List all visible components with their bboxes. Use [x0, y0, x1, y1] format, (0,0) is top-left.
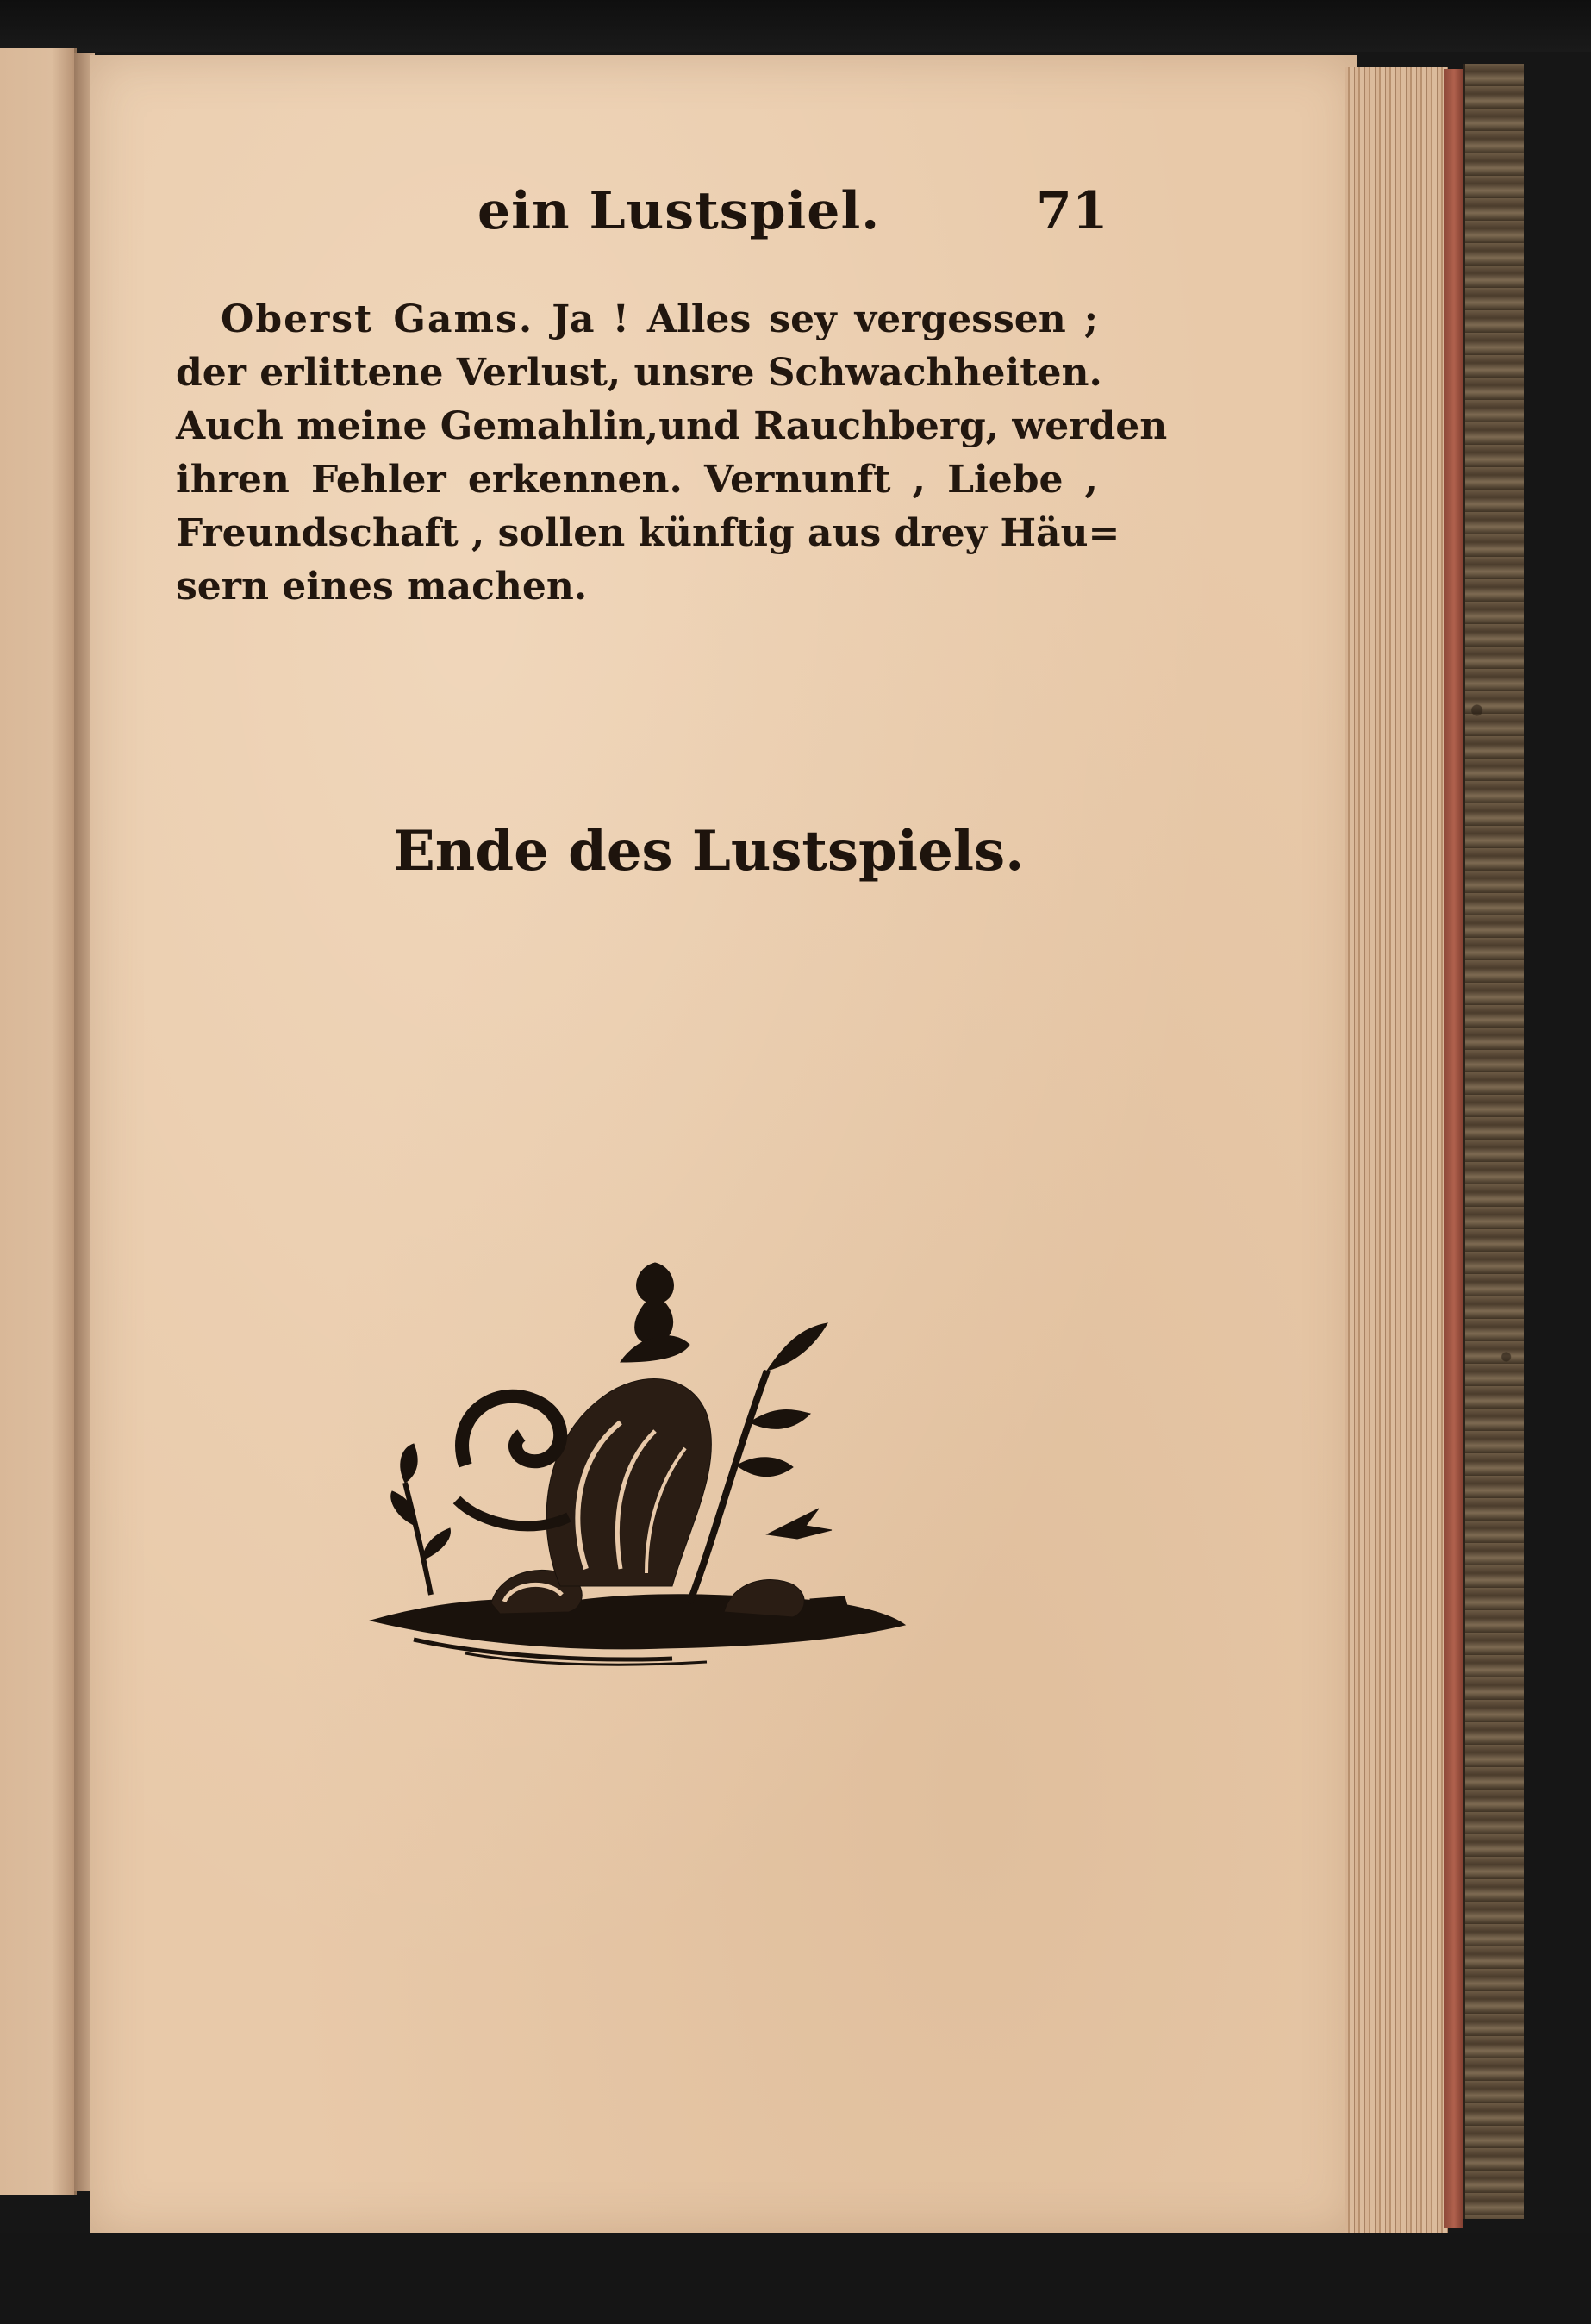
page-number: 71: [1036, 181, 1108, 241]
scan-top-edge: [0, 0, 1591, 52]
book-cover-edge: [1463, 64, 1524, 2219]
text-line: [176, 293, 1098, 347]
text-line: Auch meine Gemahlin,und Rauchberg, werden: [176, 404, 1168, 448]
running-title: ein Lustspiel.: [477, 181, 881, 241]
text-line: ihren Fehler erkennen. Vernunft , Liebe ,: [176, 458, 1098, 502]
facing-page-edge: [0, 48, 77, 2195]
speaker-name: Oberst Gams.: [221, 297, 534, 341]
running-head: [90, 181, 1108, 259]
text-line-content: Ja ! Alles sey vergessen ;: [552, 297, 1099, 341]
text-line: Freundschaft , sollen künftig aus drey Häu=: [176, 511, 1120, 555]
text-line: der erlittene Verlust, unsre Schwachheiten.: [176, 351, 1102, 395]
text-line: sern eines machen.: [176, 565, 588, 609]
end-title: Ende des Lustspiels.: [393, 819, 1025, 884]
red-page-edge: [1444, 69, 1463, 2228]
body-text: [176, 293, 1168, 614]
rococo-vignette-icon: [362, 1241, 914, 1672]
page-block-edges: [1345, 67, 1448, 2240]
scan-bottom-edge: [0, 2233, 1591, 2324]
